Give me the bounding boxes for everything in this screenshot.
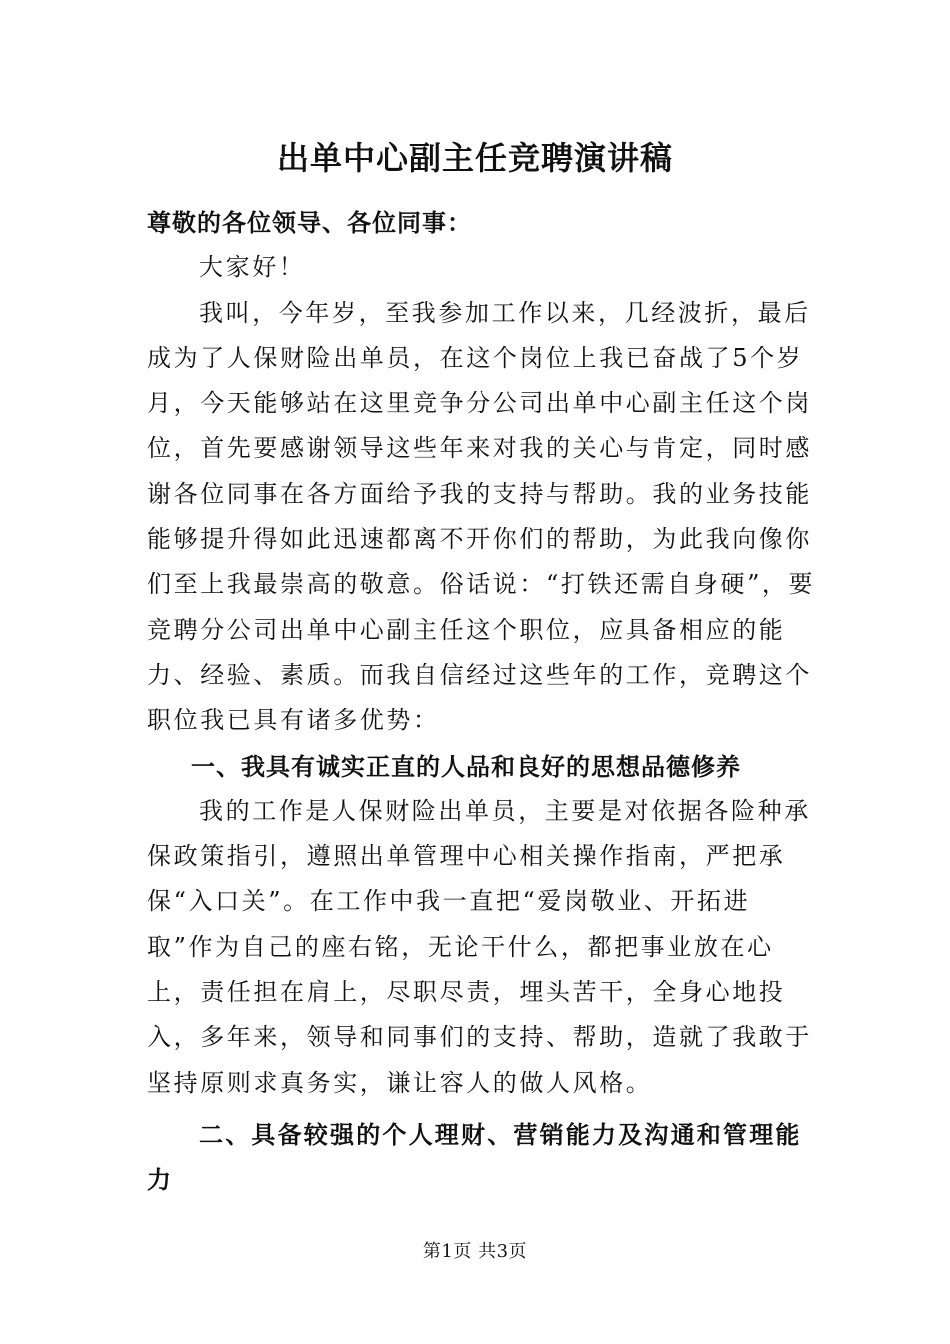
intro-paragraph: 我叫，今年岁，至我参加工作以来，几经波折，最后成为了人保财险出单员，在这个岗位上我已奋战了5个岁月，今天能够站在这里竞争分公司出单中心副主任这个岗位，首先要感谢领导这些年来对我的关心与肯定，同时感谢各位同事在各方面给予我的支持与帮助。我的业务技能能够提升得如此迅速都离不开你们的帮助，为此我向像你们至上我最崇高的敬意。俗话说：“打铁还需自身硬”，要竞聘分公司出单中心副主任这个职位，应具备相应的能力、经验、素质。而我自信经过这些年的工作，竞聘这个职位我已具有诸多优势：	[147, 298, 816, 735]
page-footer: 第1页 共3页	[422, 1241, 528, 1262]
section-1-paragraph: 我的工作是人保财险出单员，主要是对依据各险种承保政策指引，遵照出单管理中心相关操作指南，严把承保“入口关”。在工作中我一直把“爱岗敬业、开拓进取”作为自己的座右铭，无论干什么，都把事业放在心上，责任担在肩上，尽职尽责，埋头苦干，全身心地投入，多年来，领导和同事们的支持、帮助，造就了我敢于坚持原则求真务实，谦让容人的做人风格。	[147, 796, 812, 1097]
document-body	[147, 200, 817, 1203]
section-2-heading: 二、具备较强的个人理财、营销能力及沟通和管理能力	[147, 1119, 802, 1195]
greeting-paragraph: 大家好！	[199, 253, 306, 282]
section-1-heading: 一、我具有诚实正直的人品和良好的思想品德修养	[191, 751, 741, 781]
salutation: 尊敬的各位领导、各位同事：	[147, 208, 472, 237]
document-title: 出单中心副主任竞聘演讲稿	[276, 139, 673, 177]
